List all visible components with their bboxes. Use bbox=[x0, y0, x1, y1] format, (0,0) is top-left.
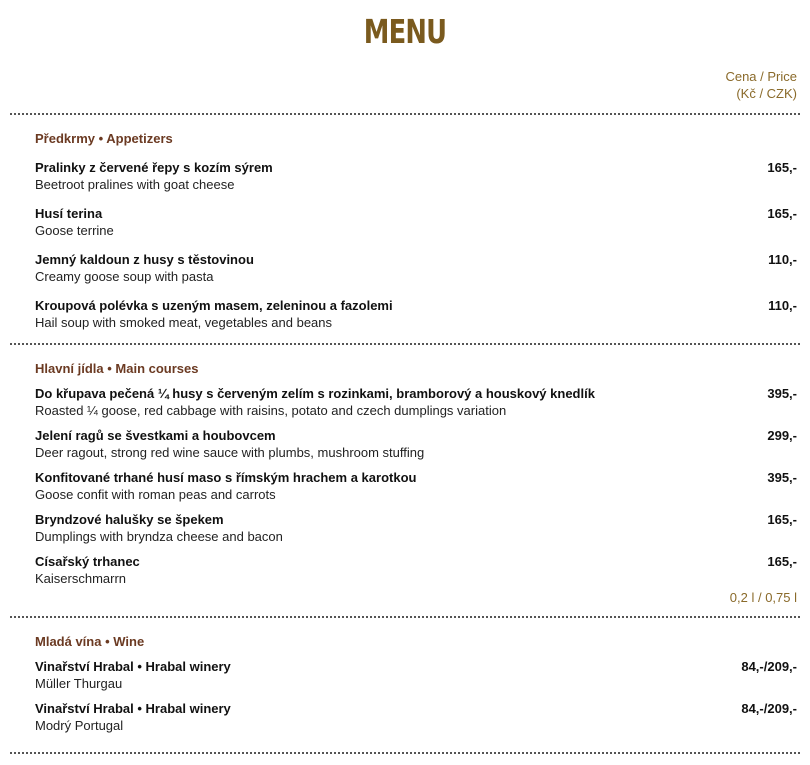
item-description: Hail soup with smoked meat, vegetables and beans bbox=[35, 315, 333, 330]
item-description: Deer ragout, strong red wine sauce with plumbs, mushroom stuffing bbox=[35, 445, 425, 460]
item-description: Goose confit with roman peas and carrots bbox=[35, 487, 276, 502]
item-price: 395,- bbox=[767, 386, 797, 401]
item-name: Do křupava pečená ¼ husy s červeným zelím s rozinkami, bramborový a houskový knedlík bbox=[35, 386, 595, 401]
menu-item bbox=[35, 206, 797, 242]
item-price: 110,- bbox=[768, 252, 797, 267]
item-description: Creamy goose soup with pasta bbox=[35, 269, 214, 284]
section-divider bbox=[10, 113, 800, 115]
item-description: Kaiserschmarrn bbox=[35, 571, 127, 586]
section-title-wine: Mladá vína • Wine bbox=[35, 634, 145, 649]
item-price: 395,- bbox=[767, 470, 797, 485]
item-description: Modrý Portugal bbox=[35, 718, 124, 733]
item-name: Vinařství Hrabal • Hrabal winery bbox=[35, 659, 231, 674]
menu-item bbox=[35, 252, 797, 288]
item-description: Müller Thurgau bbox=[35, 676, 123, 691]
price-header-line1: Cena / Price bbox=[725, 69, 797, 84]
menu-item bbox=[35, 659, 797, 695]
item-description: Dumplings with bryndza cheese and bacon bbox=[35, 529, 283, 544]
item-description: Beetroot pralines with goat cheese bbox=[35, 177, 235, 192]
section-divider bbox=[10, 616, 800, 618]
menu-item bbox=[35, 470, 797, 506]
volume-header: 0,2 l / 0,75 l bbox=[729, 590, 797, 605]
menu-item bbox=[35, 298, 797, 334]
item-price: 165,- bbox=[767, 160, 797, 175]
item-price: 165,- bbox=[767, 554, 797, 569]
item-price: 299,- bbox=[767, 428, 797, 443]
item-price: 84,-/209,- bbox=[741, 701, 797, 716]
menu-item bbox=[35, 428, 797, 464]
menu-item bbox=[35, 701, 797, 737]
item-name: Císařský trhanec bbox=[35, 554, 140, 569]
item-price: 84,-/209,- bbox=[741, 659, 797, 674]
section-divider bbox=[10, 752, 800, 754]
menu-item bbox=[35, 554, 797, 590]
item-description: Roasted ¼ goose, red cabbage with raisins, potato and czech dumplings variation bbox=[35, 403, 507, 418]
item-price: 110,- bbox=[768, 298, 797, 313]
section-title-main-courses: Hlavní jídla • Main courses bbox=[35, 361, 199, 376]
item-name: Pralinky z červené řepy s kozím sýrem bbox=[35, 160, 273, 175]
item-name: Husí terina bbox=[35, 206, 103, 221]
section-divider bbox=[10, 343, 800, 345]
item-name: Konfitované trhané husí maso s římským hrachem a karotkou bbox=[35, 470, 417, 485]
item-name: Jelení ragů se švestkami a houbovcem bbox=[35, 428, 276, 443]
item-description: Goose terrine bbox=[35, 223, 114, 238]
price-header bbox=[725, 68, 797, 102]
item-name: Jemný kaldoun z husy s těstovinou bbox=[35, 252, 254, 267]
item-name: Kroupová polévka s uzeným masem, zeleninou a fazolemi bbox=[35, 298, 393, 313]
section-title-appetizers: Předkrmy • Appetizers bbox=[35, 131, 173, 146]
menu-title: MENU bbox=[363, 12, 447, 51]
item-price: 165,- bbox=[767, 512, 797, 527]
item-name: Vinařství Hrabal • Hrabal winery bbox=[35, 701, 231, 716]
menu-item bbox=[35, 386, 797, 422]
menu-item bbox=[35, 512, 797, 548]
menu-item bbox=[35, 160, 797, 196]
price-header-line2: (Kč / CZK) bbox=[736, 86, 797, 101]
item-price: 165,- bbox=[767, 206, 797, 221]
item-name: Bryndzové halušky se špekem bbox=[35, 512, 224, 527]
